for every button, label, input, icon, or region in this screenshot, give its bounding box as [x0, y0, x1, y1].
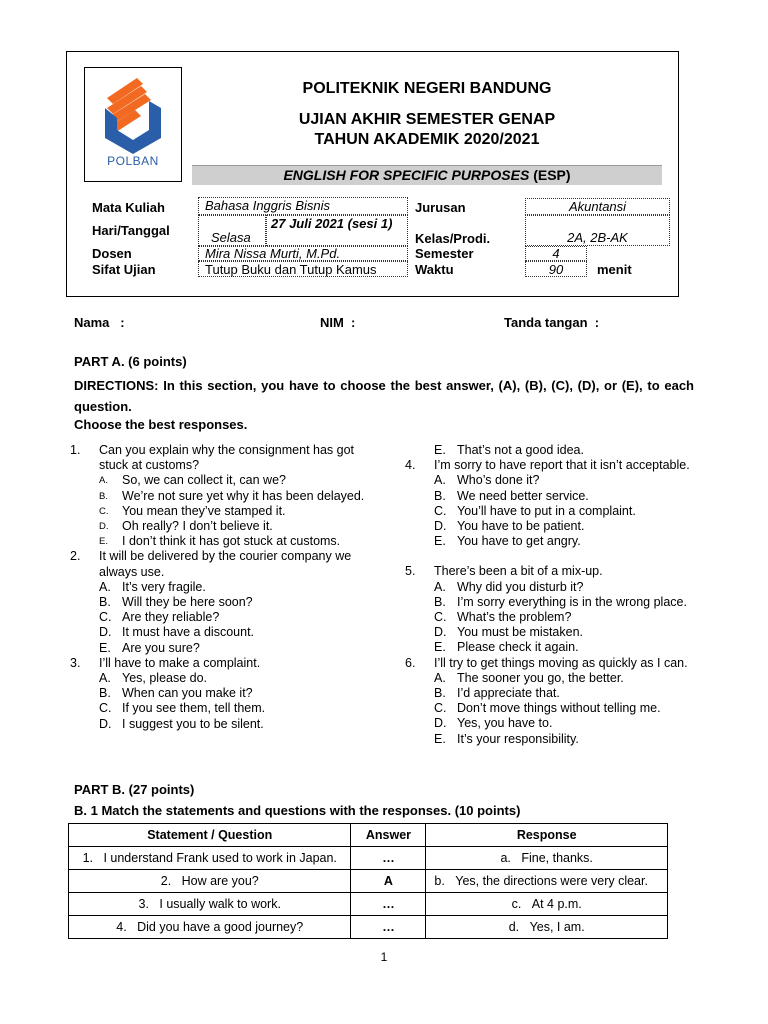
sifat-ujian-value: Tutup Buku dan Tutup Kamus: [198, 261, 408, 277]
option-letter: D.: [434, 625, 447, 640]
response-text: Yes, I am.: [529, 920, 585, 934]
question-5: [405, 564, 705, 579]
table-row: [69, 847, 668, 870]
option-text[interactable]: Yes, you have to.: [457, 716, 553, 731]
option-letter: E.: [434, 534, 446, 549]
question-2: [70, 549, 370, 579]
option-text[interactable]: If you see them, tell them.: [122, 701, 266, 716]
option-letter: A.: [434, 579, 446, 594]
option-text[interactable]: What’s the problem?: [457, 610, 572, 625]
answer-cell[interactable]: …: [351, 916, 426, 939]
option-text[interactable]: We’re not sure yet why it has been delayed.: [122, 488, 365, 503]
question-number: 6.: [405, 655, 416, 670]
nama-label: Nama :: [74, 315, 125, 330]
mata-kuliah-label: Mata Kuliah: [92, 200, 165, 215]
nim-label: NIM :: [320, 315, 356, 330]
course-title-band: [192, 165, 662, 185]
answer-cell[interactable]: …: [351, 847, 426, 870]
option-letter: D.: [434, 519, 447, 534]
option-text[interactable]: When can you make it?: [122, 686, 253, 701]
statement-cell: [69, 870, 351, 893]
option-text[interactable]: Yes, please do.: [122, 671, 208, 686]
option-letter: D.: [99, 716, 112, 731]
option-letter: B.: [99, 686, 111, 701]
waktu-label: Waktu: [415, 262, 454, 277]
option-text[interactable]: You mean they’ve stamped it.: [122, 503, 286, 518]
exam-title: UJIAN AKHIR SEMESTER GENAP: [298, 111, 556, 128]
option-text[interactable]: You have to get angry.: [457, 534, 581, 549]
option-text[interactable]: Are you sure?: [122, 640, 200, 655]
matching-table: [68, 823, 668, 939]
question-1: [70, 443, 370, 473]
kelas-value: 2A, 2B-AK: [525, 215, 670, 246]
statement-text: I understand Frank used to work in Japan.: [103, 851, 337, 865]
option-letter: D.: [99, 521, 109, 533]
jurusan-label: Jurusan: [415, 200, 466, 215]
option-letter: B.: [99, 490, 108, 502]
table-row: [69, 870, 668, 893]
option-letter: B.: [99, 595, 111, 610]
statement-number: 2.: [160, 874, 172, 888]
question-number: 2.: [70, 549, 81, 564]
hari-value: Selasa: [198, 215, 266, 246]
question-3: [70, 656, 370, 671]
answer-cell[interactable]: …: [351, 893, 426, 916]
question-text: I’ll try to get things moving as quickly as I can.: [434, 655, 688, 670]
option-letter: E.: [434, 640, 446, 655]
option-text[interactable]: Who’s done it?: [457, 473, 540, 488]
option-letter: D.: [434, 716, 447, 731]
part-b-title: PART B. (27 points): [74, 782, 195, 797]
kelas-label: Kelas/Prodi.: [415, 231, 491, 246]
option-letter: C.: [99, 505, 109, 517]
course-name: ENGLISH FOR SPECIFIC PURPOSES: [283, 167, 530, 183]
hari-tanggal-label: Hari/Tanggal: [92, 223, 170, 238]
institution-name: POLITEKNIK NEGERI BANDUNG: [302, 80, 552, 97]
option-text[interactable]: Are they reliable?: [122, 610, 220, 625]
option-text[interactable]: You must be mistaken.: [457, 625, 583, 640]
part-b-subtitle: B. 1 Match the statements and questions with the responses. (10 points): [74, 803, 521, 818]
col-header-response: Response: [426, 824, 668, 847]
polban-logo: [84, 67, 182, 182]
option-text[interactable]: I don’t think it has got stuck at customs.: [122, 534, 341, 549]
option-text[interactable]: I’d appreciate that.: [457, 686, 560, 701]
response-text: At 4 p.m.: [531, 897, 582, 911]
option-text[interactable]: Why did you disturb it?: [457, 579, 584, 594]
option-text[interactable]: I’m sorry everything is in the wrong place.: [457, 594, 687, 609]
jurusan-value: Akuntansi: [525, 198, 670, 215]
question-number: 1.: [70, 443, 81, 457]
question-text: I’m sorry to have report that it isn’t acceptable.: [434, 458, 690, 473]
statement-cell: [69, 847, 351, 870]
col-header-answer: Answer: [351, 824, 426, 847]
question-6: [405, 656, 705, 671]
option-text[interactable]: We need better service.: [457, 488, 589, 503]
response-text: Yes, the directions were very clear.: [455, 874, 648, 888]
response-cell: [426, 916, 668, 939]
response-text: Fine, thanks.: [521, 851, 593, 865]
statement-number: 4.: [116, 920, 127, 934]
table-header-row: [69, 824, 668, 847]
part-a-title: PART A. (6 points): [74, 354, 187, 369]
question-number: 4.: [405, 458, 416, 473]
logo-text: POLBAN: [107, 154, 159, 168]
statement-cell: [69, 916, 351, 939]
dosen-value: Mira Nissa Murti, M.Pd.: [198, 246, 408, 261]
option-letter: A.: [99, 671, 111, 686]
option-letter: B.: [434, 686, 446, 701]
option-text[interactable]: I suggest you to be silent.: [122, 716, 264, 731]
table-row: [69, 916, 668, 939]
response-cell: [426, 893, 668, 916]
option-letter: E.: [99, 536, 108, 548]
statement-text: I usually walk to work.: [159, 897, 281, 911]
option-letter: A.: [99, 579, 111, 594]
answer-cell[interactable]: A: [351, 870, 426, 893]
option-text[interactable]: Oh really? I don’t believe it.: [122, 519, 273, 534]
option-text[interactable]: It’s your responsibility.: [457, 731, 579, 746]
option-text[interactable]: Will they be here soon?: [122, 595, 253, 610]
option-letter: A.: [99, 475, 108, 487]
option-letter: E.: [434, 443, 446, 457]
response-letter: b.: [434, 874, 445, 888]
option-letter: A.: [434, 473, 446, 488]
option-letter: D.: [99, 625, 112, 640]
option-letter: C.: [434, 610, 447, 625]
response-letter: c.: [511, 897, 522, 911]
option-letter: E.: [434, 731, 446, 746]
option-letter: C.: [99, 610, 112, 625]
academic-year: TAHUN AKADEMIK 2020/2021: [314, 131, 540, 148]
statement-text: Did you have a good journey?: [137, 920, 304, 934]
dosen-label: Dosen: [92, 246, 132, 261]
question-text: It will be delivered by the courier company we always use.: [99, 549, 352, 579]
part-a-instruction: Choose the best responses.: [74, 417, 248, 432]
question-text: There’s been a bit of a mix-up.: [434, 564, 603, 579]
response-cell: [426, 847, 668, 870]
waktu-unit: menit: [597, 262, 632, 277]
option-letter: C.: [434, 701, 447, 716]
statement-number: 3.: [138, 897, 149, 911]
semester-value: 4: [525, 246, 587, 261]
col-header-statement: Statement / Question: [69, 824, 351, 847]
option-letter: A.: [434, 670, 446, 685]
statement-text: How are you?: [181, 874, 259, 888]
option-letter: C.: [99, 701, 112, 716]
response-letter: a.: [500, 851, 511, 865]
part-a-left-column: [70, 443, 370, 732]
part-a-directions: DIRECTIONS: In this section, you have to choose the best answer, (A), (B), (C), (D), or (E), to each question.: [74, 378, 694, 414]
option-letter: C.: [434, 503, 447, 518]
page-number: 1: [380, 950, 388, 964]
option-text[interactable]: Don’t move things without telling me.: [457, 701, 661, 716]
option-text[interactable]: It must have a discount.: [122, 625, 255, 640]
response-cell: [426, 870, 668, 893]
question-number: 3.: [70, 655, 81, 670]
question-text: I’ll have to make a complaint.: [99, 655, 261, 670]
option-letter: E.: [99, 640, 111, 655]
statement-number: 1.: [82, 851, 94, 865]
question-text: Can you explain why the consignment has got stuck at customs?: [99, 443, 355, 473]
mata-kuliah-value: Bahasa Inggris Bisnis: [198, 197, 408, 215]
waktu-value: 90: [525, 261, 587, 277]
sifat-ujian-label: Sifat Ujian: [92, 262, 156, 277]
question-4: [405, 458, 705, 473]
course-abbr: (ESP): [533, 167, 571, 183]
option-text[interactable]: You have to be patient.: [457, 519, 585, 534]
option-text[interactable]: So, we can collect it, can we?: [122, 473, 286, 488]
response-letter: d.: [508, 920, 520, 934]
option-letter: B.: [434, 488, 446, 503]
option-text[interactable]: Please check it again.: [457, 640, 579, 655]
tanggal-value: 27 Juli 2021 (sesi 1): [266, 215, 408, 246]
option-letter: B.: [434, 594, 446, 609]
statement-cell: [69, 893, 351, 916]
tanda-tangan-label: Tanda tangan :: [504, 315, 600, 330]
question-number: 5.: [405, 564, 416, 579]
table-row: [69, 893, 668, 916]
part-a-right-column: [405, 443, 705, 747]
option-text[interactable]: You’ll have to put in a complaint.: [457, 503, 636, 518]
option-text[interactable]: It’s very fragile.: [122, 579, 206, 594]
semester-label: Semester: [415, 246, 474, 261]
option-text[interactable]: The sooner you go, the better.: [457, 670, 624, 685]
option-text[interactable]: That’s not a good idea.: [457, 443, 584, 457]
